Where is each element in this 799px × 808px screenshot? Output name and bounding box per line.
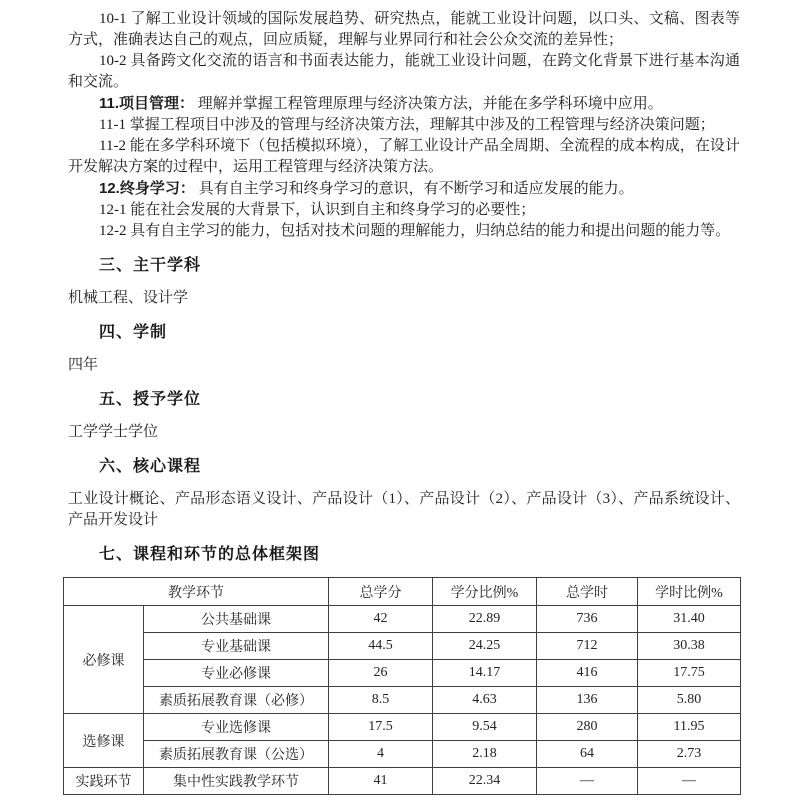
category-cell-elective: 选修课 <box>64 714 144 768</box>
paragraph-text: 11-2 能在多学科环境下（包括模拟环境），了解工业设计产品全周期、全流程的成本构成，在设计开发解决方案的过程中，运用工程管理与经济决策方法。 <box>68 138 740 175</box>
table-cell: 416 <box>537 660 638 687</box>
header-cell-credits: 总学分 <box>329 578 433 606</box>
table-cell: 集中性实践教学环节 <box>144 768 329 795</box>
table-cell: 公共基础课 <box>144 606 329 633</box>
heading-degree: 五、授予学位 <box>99 391 202 408</box>
header-cell-credit-pct: 学分比例% <box>433 578 537 606</box>
paragraph-lead: 12.终身学习： <box>99 180 195 197</box>
header-cell-hours-pct: 学时比例% <box>638 578 741 606</box>
table-row <box>64 606 741 633</box>
table-cell: 41 <box>329 768 433 795</box>
table-cell: 8.5 <box>329 687 433 714</box>
table-cell: 31.40 <box>638 606 741 633</box>
table-cell: 44.5 <box>329 633 433 660</box>
paragraph-12-1 <box>68 200 740 221</box>
table-row <box>64 768 741 795</box>
table-cell: 136 <box>537 687 638 714</box>
paragraph-11 <box>68 93 740 115</box>
table-row <box>64 741 741 768</box>
table-header-row <box>64 578 741 606</box>
table-cell: 11.95 <box>638 714 741 741</box>
paragraph-text: 10-1 了解工业设计领域的国际发展趋势、研究热点，能就工业设计问题，以口头、文稿、图表等方式，准确表达自己的观点，回应质疑，理解与业界同行和社会公众交流的差异性； <box>68 11 740 48</box>
table-cell: 专业基础课 <box>144 633 329 660</box>
header-cell-group: 教学环节 <box>64 578 329 606</box>
paragraph-11-2 <box>68 136 740 178</box>
heading-main-disciplines: 三、主干学科 <box>99 257 202 274</box>
table-cell: 专业必修课 <box>144 660 329 687</box>
table-cell: 736 <box>537 606 638 633</box>
table-row <box>64 633 741 660</box>
paragraph-text: 11-1 掌握工程项目中涉及的管理与经济决策方法，理解其中涉及的工程管理与经济决策问题； <box>99 117 715 133</box>
table-cell: 9.54 <box>433 714 537 741</box>
table-cell: 17.5 <box>329 714 433 741</box>
table-cell: 4.63 <box>433 687 537 714</box>
heading-duration: 四、学制 <box>99 324 168 341</box>
table-row <box>64 687 741 714</box>
paragraph-10-2 <box>68 51 740 93</box>
table-cell: 42 <box>329 606 433 633</box>
paragraph-12-2 <box>68 221 740 242</box>
table-cell: 24.25 <box>433 633 537 660</box>
table-cell: 30.38 <box>638 633 741 660</box>
paragraph-text: 12-2 具有自主学习的能力，包括对技术问题的理解能力，归纳总结的能力和提出问题的能力等。 <box>99 223 731 239</box>
table-cell: 712 <box>537 633 638 660</box>
category-cell-practice: 实践环节 <box>64 768 144 795</box>
table-cell: 2.73 <box>638 741 741 768</box>
header-cell-hours: 总学时 <box>537 578 638 606</box>
table-cell: 22.34 <box>433 768 537 795</box>
paragraph-text: 10-2 具备跨文化交流的语言和书面表达能力，能就工业设计问题，在跨文化背景下进行基本沟通和交流。 <box>68 53 740 90</box>
curriculum-framework-table <box>63 577 741 795</box>
table-cell: 64 <box>537 741 638 768</box>
heading-framework: 七、课程和环节的总体框架图 <box>99 546 321 563</box>
main-disciplines-text: 机械工程、设计学 <box>68 290 189 306</box>
paragraph-text: 理解并掌握工程管理原理与经济决策方法，并能在多学科环境中应用。 <box>194 96 663 112</box>
paragraph-lead: 11.项目管理： <box>99 95 195 112</box>
table-cell: — <box>537 768 638 795</box>
category-cell-required: 必修课 <box>64 606 144 714</box>
table-cell: 专业选修课 <box>144 714 329 741</box>
table-cell: 5.80 <box>638 687 741 714</box>
table-cell: 280 <box>537 714 638 741</box>
core-courses-text: 工业设计概论、产品形态语义设计、产品设计（1）、产品设计（2）、产品设计（3）、产品系统设计、产品开发设计 <box>68 491 740 528</box>
paragraph-12 <box>68 178 740 200</box>
paragraph-10-1 <box>68 9 740 51</box>
heading-core-courses: 六、核心课程 <box>99 458 202 475</box>
table-cell: 2.18 <box>433 741 537 768</box>
degree-text: 工学学士学位 <box>68 424 159 440</box>
paragraph-text: 12-1 能在社会发展的大背景下，认识到自主和终身学习的必要性； <box>99 202 536 218</box>
table-cell: 14.17 <box>433 660 537 687</box>
table-cell: 4 <box>329 741 433 768</box>
table-cell: — <box>638 768 741 795</box>
paragraph-text: 具有自主学习和终身学习的意识，有不断学习和适应发展的能力。 <box>194 181 634 197</box>
duration-text: 四年 <box>68 357 99 373</box>
paragraph-11-1 <box>68 115 740 136</box>
table-cell: 22.89 <box>433 606 537 633</box>
table-row <box>64 714 741 741</box>
table-cell: 17.75 <box>638 660 741 687</box>
table-row <box>64 660 741 687</box>
table-cell: 素质拓展教育课（必修） <box>144 687 329 714</box>
table-cell: 素质拓展教育课（公选） <box>144 741 329 768</box>
table-cell: 26 <box>329 660 433 687</box>
